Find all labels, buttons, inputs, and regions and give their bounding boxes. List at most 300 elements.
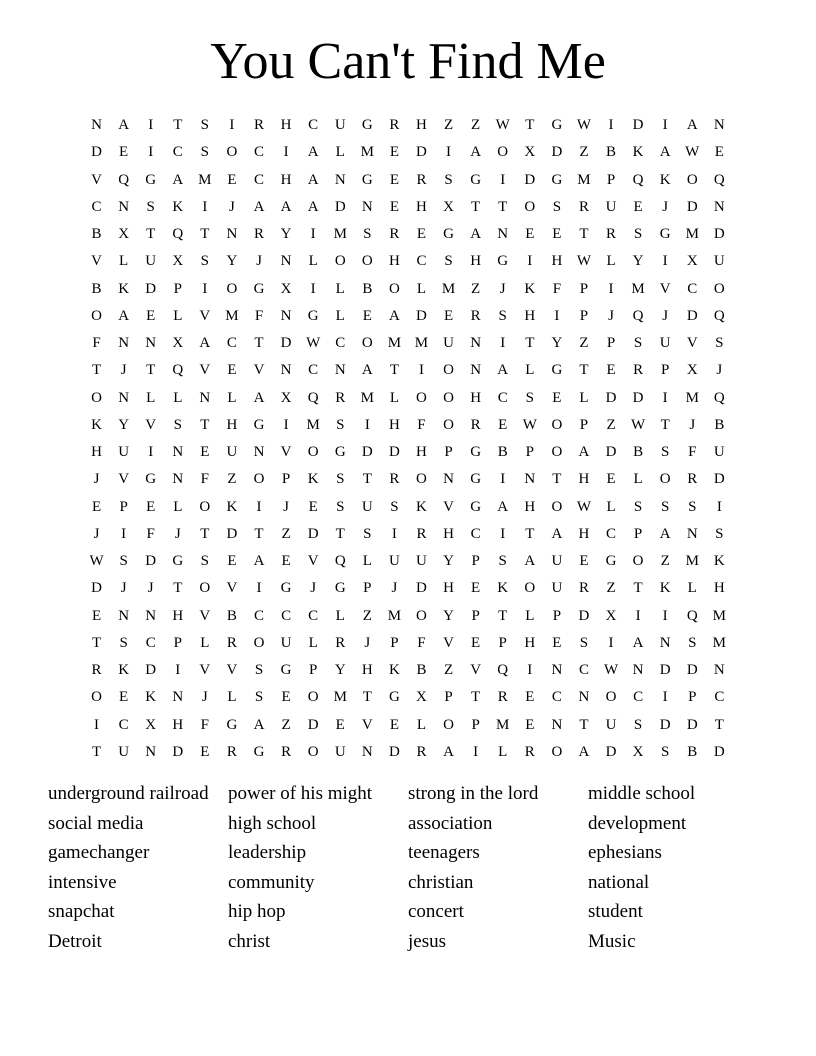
grid-letter[interactable]: H (578, 471, 590, 488)
grid-letter[interactable]: N (361, 198, 373, 215)
grid-letter[interactable]: U (280, 634, 292, 651)
grid-letter[interactable]: I (500, 471, 506, 488)
grid-letter[interactable]: S (633, 226, 643, 243)
grid-letter[interactable]: Y (334, 662, 346, 679)
grid-letter[interactable]: T (579, 362, 589, 379)
grid-letter[interactable]: R (389, 471, 400, 488)
grid-letter[interactable]: V (443, 498, 454, 515)
grid-letter[interactable]: N (199, 389, 211, 406)
grid-letter[interactable]: D (605, 444, 617, 461)
grid-letter[interactable]: D (145, 280, 157, 297)
grid-letter[interactable]: D (659, 662, 671, 679)
grid-letter[interactable]: Z (660, 553, 670, 570)
grid-letter[interactable]: L (173, 389, 183, 406)
grid-letter[interactable]: D (145, 662, 157, 679)
grid-letter[interactable]: I (256, 498, 262, 515)
grid-letter[interactable]: R (389, 226, 400, 243)
grid-letter[interactable]: Q (713, 389, 725, 406)
grid-letter[interactable]: P (579, 280, 589, 297)
grid-letter[interactable]: R (281, 743, 292, 760)
grid-letter[interactable]: V (686, 335, 698, 352)
grid-letter[interactable]: C (687, 280, 698, 297)
grid-letter[interactable]: U (416, 553, 427, 570)
grid-letter[interactable]: G (388, 689, 400, 706)
grid-letter[interactable]: H (91, 444, 102, 461)
grid-letter[interactable]: H (361, 662, 373, 679)
grid-letter[interactable]: S (119, 553, 128, 570)
grid-letter[interactable]: T (660, 416, 670, 433)
grid-letter[interactable]: E (91, 607, 102, 624)
grid-letter[interactable]: T (91, 362, 102, 379)
grid-letter[interactable]: S (498, 553, 507, 570)
grid-letter[interactable]: R (389, 117, 400, 134)
grid-letter[interactable]: R (497, 689, 508, 706)
grid-letter[interactable]: T (525, 117, 535, 134)
grid-letter[interactable]: U (361, 498, 373, 515)
grid-letter[interactable]: N (443, 471, 454, 488)
grid-letter[interactable]: A (686, 117, 698, 134)
grid-letter[interactable]: O (443, 416, 454, 433)
grid-letter[interactable]: L (335, 307, 345, 324)
grid-letter[interactable]: G (280, 662, 292, 679)
grid-letter[interactable]: K (226, 498, 238, 515)
grid-letter[interactable]: N (253, 444, 265, 461)
grid-letter[interactable]: M (496, 716, 510, 733)
grid-letter[interactable]: M (414, 335, 429, 352)
grid-letter[interactable]: E (227, 362, 237, 379)
grid-letter[interactable]: D (632, 117, 644, 134)
grid-letter[interactable]: H (443, 525, 454, 542)
grid-letter[interactable]: P (525, 444, 534, 461)
grid-letter[interactable]: Q (497, 662, 509, 679)
grid-letter[interactable]: O (199, 580, 211, 597)
grid-letter[interactable]: X (605, 607, 617, 624)
grid-letter[interactable]: O (416, 471, 427, 488)
grid-letter[interactable]: D (605, 389, 617, 406)
grid-letter[interactable]: T (362, 471, 372, 488)
grid-letter[interactable]: C (497, 389, 508, 406)
grid-letter[interactable]: O (361, 335, 373, 352)
grid-letter[interactable]: H (713, 580, 725, 597)
grid-letter[interactable]: O (307, 689, 319, 706)
grid-letter[interactable]: T (335, 525, 345, 542)
grid-letter[interactable]: G (334, 580, 346, 597)
grid-letter[interactable]: W (576, 253, 592, 270)
grid-letter[interactable]: H (388, 253, 400, 270)
grid-letter[interactable]: I (608, 634, 614, 651)
grid-letter[interactable]: M (333, 689, 347, 706)
grid-letter[interactable]: M (225, 307, 239, 324)
grid-letter[interactable]: V (470, 662, 482, 679)
grid-letter[interactable]: T (146, 226, 156, 243)
grid-letter[interactable]: M (387, 607, 402, 624)
grid-letter[interactable]: O (91, 689, 102, 706)
grid-letter[interactable]: V (118, 471, 130, 488)
grid-letter[interactable]: T (173, 580, 183, 597)
grid-letter[interactable]: Z (281, 716, 291, 733)
grid-letter[interactable]: X (145, 716, 157, 733)
grid-letter[interactable]: S (119, 634, 128, 651)
grid-letter[interactable]: I (364, 416, 370, 433)
grid-letter[interactable]: Q (632, 307, 644, 324)
grid-letter[interactable]: R (524, 743, 535, 760)
grid-letter[interactable]: E (606, 471, 616, 488)
grid-letter[interactable]: S (579, 634, 589, 651)
grid-letter[interactable]: H (172, 716, 184, 733)
grid-letter[interactable]: L (146, 389, 156, 406)
grid-letter[interactable]: O (388, 280, 400, 297)
grid-letter[interactable]: P (471, 716, 480, 733)
grid-letter[interactable]: E (471, 634, 481, 651)
grid-letter[interactable]: P (606, 171, 616, 188)
grid-letter[interactable]: S (715, 335, 724, 352)
grid-letter[interactable]: L (633, 471, 643, 488)
grid-letter[interactable]: Z (443, 662, 454, 679)
grid-letter[interactable]: D (91, 144, 102, 161)
grid-letter[interactable]: I (418, 362, 424, 379)
grid-letter[interactable]: A (280, 198, 292, 215)
grid-letter[interactable]: I (283, 416, 289, 433)
grid-letter[interactable]: S (200, 253, 210, 270)
grid-letter[interactable]: Z (579, 144, 589, 161)
grid-letter[interactable]: G (605, 553, 617, 570)
grid-letter[interactable]: R (335, 634, 346, 651)
grid-letter[interactable]: N (713, 662, 725, 679)
grid-letter[interactable]: D (416, 307, 427, 324)
grid-letter[interactable]: U (713, 444, 725, 461)
grid-letter[interactable]: X (632, 743, 644, 760)
grid-letter[interactable]: S (200, 117, 210, 134)
grid-letter[interactable]: H (280, 117, 292, 134)
grid-letter[interactable]: B (606, 144, 617, 161)
grid-letter[interactable]: T (471, 689, 481, 706)
grid-letter[interactable]: A (307, 198, 319, 215)
grid-letter[interactable]: A (497, 362, 509, 379)
grid-letter[interactable]: T (362, 689, 372, 706)
grid-letter[interactable]: H (551, 253, 563, 270)
grid-letter[interactable]: Q (118, 171, 130, 188)
grid-letter[interactable]: J (608, 307, 614, 324)
grid-letter[interactable]: Q (632, 171, 644, 188)
grid-letter[interactable]: G (551, 362, 563, 379)
grid-letter[interactable]: U (334, 117, 346, 134)
grid-letter[interactable]: X (118, 226, 130, 243)
grid-letter[interactable]: Y (632, 253, 644, 270)
grid-letter[interactable]: L (389, 389, 399, 406)
grid-letter[interactable]: A (470, 144, 482, 161)
grid-letter[interactable]: D (713, 226, 725, 243)
grid-letter[interactable]: N (280, 362, 292, 379)
grid-letter[interactable]: P (173, 280, 182, 297)
grid-letter[interactable]: L (525, 362, 535, 379)
grid-letter[interactable]: T (498, 198, 508, 215)
grid-letter[interactable]: T (91, 634, 102, 651)
grid-letter[interactable]: X (416, 689, 427, 706)
grid-letter[interactable]: L (227, 689, 237, 706)
grid-letter[interactable]: S (146, 198, 155, 215)
grid-letter[interactable]: G (361, 171, 373, 188)
grid-letter[interactable]: L (200, 634, 210, 651)
grid-letter[interactable]: T (200, 525, 210, 542)
grid-letter[interactable]: E (91, 498, 102, 515)
grid-letter[interactable]: S (661, 498, 670, 515)
grid-letter[interactable]: R (606, 226, 617, 243)
grid-letter[interactable]: J (310, 580, 317, 597)
grid-letter[interactable]: C (254, 607, 265, 624)
grid-letter[interactable]: S (363, 226, 372, 243)
grid-letter[interactable]: A (199, 335, 211, 352)
grid-letter[interactable]: J (229, 198, 235, 215)
grid-letter[interactable]: S (336, 416, 345, 433)
grid-letter[interactable]: U (659, 335, 671, 352)
grid-letter[interactable]: S (661, 444, 670, 461)
grid-letter[interactable]: L (335, 607, 345, 624)
grid-letter[interactable]: M (360, 389, 374, 406)
grid-letter[interactable]: G (334, 444, 346, 461)
grid-letter[interactable]: Q (172, 362, 184, 379)
grid-letter[interactable]: O (551, 498, 563, 515)
grid-letter[interactable]: L (335, 280, 345, 297)
grid-letter[interactable]: B (714, 416, 725, 433)
grid-letter[interactable]: N (632, 662, 644, 679)
grid-letter[interactable]: I (662, 607, 668, 624)
grid-letter[interactable]: S (200, 144, 210, 161)
grid-letter[interactable]: E (146, 498, 156, 515)
grid-letter[interactable]: A (172, 171, 184, 188)
grid-letter[interactable]: A (443, 743, 454, 760)
grid-letter[interactable]: T (200, 226, 210, 243)
grid-letter[interactable]: N (551, 716, 563, 733)
grid-letter[interactable]: E (525, 716, 535, 733)
grid-letter[interactable]: D (686, 198, 698, 215)
grid-letter[interactable]: R (633, 362, 644, 379)
grid-letter[interactable]: A (307, 171, 319, 188)
grid-letter[interactable]: R (226, 743, 237, 760)
grid-letter[interactable]: H (416, 117, 427, 134)
grid-letter[interactable]: C (226, 335, 237, 352)
grid-letter[interactable]: E (552, 389, 562, 406)
grid-letter[interactable]: M (360, 144, 374, 161)
grid-letter[interactable]: L (606, 253, 616, 270)
grid-letter[interactable]: E (281, 689, 291, 706)
grid-letter[interactable]: T (389, 362, 399, 379)
grid-letter[interactable]: S (688, 634, 697, 651)
grid-letter[interactable]: N (172, 444, 184, 461)
grid-letter[interactable]: H (226, 416, 238, 433)
grid-letter[interactable]: Y (280, 226, 292, 243)
grid-letter[interactable]: X (686, 362, 698, 379)
grid-letter[interactable]: N (118, 389, 130, 406)
grid-letter[interactable]: K (145, 689, 157, 706)
grid-letter[interactable]: R (470, 416, 481, 433)
grid-letter[interactable]: E (281, 553, 291, 570)
grid-letter[interactable]: U (334, 743, 346, 760)
grid-letter[interactable]: A (470, 226, 482, 243)
grid-letter[interactable]: N (334, 171, 346, 188)
grid-letter[interactable]: D (713, 743, 725, 760)
grid-letter[interactable]: P (444, 444, 453, 461)
grid-letter[interactable]: W (495, 117, 510, 134)
grid-letter[interactable]: T (471, 198, 481, 215)
grid-letter[interactable]: G (226, 716, 238, 733)
grid-letter[interactable]: O (497, 144, 509, 161)
grid-letter[interactable]: J (499, 280, 506, 297)
grid-letter[interactable]: T (254, 335, 264, 352)
grid-letter[interactable]: D (524, 171, 536, 188)
grid-letter[interactable]: E (362, 307, 372, 324)
grid-letter[interactable]: N (145, 743, 157, 760)
grid-letter[interactable]: I (256, 580, 262, 597)
grid-letter[interactable]: U (118, 743, 130, 760)
grid-letter[interactable]: X (280, 389, 292, 406)
grid-letter[interactable]: O (443, 716, 454, 733)
grid-letter[interactable]: S (254, 662, 264, 679)
grid-letter[interactable]: D (334, 198, 346, 215)
grid-letter[interactable]: P (579, 416, 589, 433)
grid-letter[interactable]: N (280, 307, 292, 324)
grid-letter[interactable]: P (390, 634, 399, 651)
grid-letter[interactable]: H (388, 416, 400, 433)
grid-letter[interactable]: R (578, 198, 589, 215)
grid-letter[interactable]: O (199, 498, 211, 515)
grid-letter[interactable]: U (713, 253, 725, 270)
grid-letter[interactable]: V (280, 444, 292, 461)
grid-letter[interactable]: B (633, 444, 644, 461)
grid-letter[interactable]: V (91, 253, 102, 270)
grid-letter[interactable]: S (633, 498, 643, 515)
grid-letter[interactable]: E (119, 689, 129, 706)
grid-letter[interactable]: N (686, 525, 698, 542)
grid-letter[interactable]: S (525, 389, 534, 406)
grid-letter[interactable]: G (172, 553, 184, 570)
grid-letter[interactable]: J (256, 253, 262, 270)
grid-letter[interactable]: H (578, 525, 590, 542)
grid-letter[interactable]: G (253, 416, 265, 433)
grid-letter[interactable]: M (306, 416, 320, 433)
grid-letter[interactable]: E (552, 226, 562, 243)
grid-letter[interactable]: N (145, 607, 157, 624)
grid-letter[interactable]: D (686, 662, 698, 679)
grid-letter[interactable]: O (91, 307, 102, 324)
grid-letter[interactable]: A (659, 525, 671, 542)
grid-letter[interactable]: N (280, 253, 292, 270)
grid-letter[interactable]: X (686, 253, 698, 270)
grid-letter[interactable]: O (605, 689, 617, 706)
grid-letter[interactable]: H (470, 389, 482, 406)
grid-letter[interactable]: O (226, 280, 238, 297)
grid-letter[interactable]: L (416, 716, 427, 733)
grid-letter[interactable]: L (606, 498, 616, 515)
grid-letter[interactable]: F (92, 335, 101, 352)
grid-letter[interactable]: E (146, 307, 156, 324)
grid-letter[interactable]: Z (281, 525, 291, 542)
grid-letter[interactable]: M (333, 226, 347, 243)
grid-letter[interactable]: A (497, 498, 509, 515)
grid-letter[interactable]: M (577, 171, 591, 188)
grid-letter[interactable]: C (254, 171, 265, 188)
grid-letter[interactable]: C (578, 662, 589, 679)
grid-letter[interactable]: D (551, 144, 563, 161)
grid-letter[interactable]: X (443, 198, 454, 215)
grid-letter[interactable]: S (552, 198, 562, 215)
grid-letter[interactable]: Z (471, 280, 481, 297)
grid-letter[interactable]: Q (307, 389, 319, 406)
grid-letter[interactable]: Z (606, 580, 616, 597)
grid-letter[interactable]: E (606, 362, 616, 379)
grid-letter[interactable]: A (551, 525, 563, 542)
grid-letter[interactable]: J (716, 362, 723, 379)
grid-letter[interactable]: W (631, 416, 646, 433)
grid-letter[interactable]: X (172, 335, 184, 352)
grid-letter[interactable]: I (94, 716, 100, 733)
grid-letter[interactable]: G (280, 580, 292, 597)
grid-letter[interactable]: I (310, 280, 316, 297)
grid-letter[interactable]: F (200, 716, 210, 733)
grid-letter[interactable]: I (608, 280, 614, 297)
grid-letter[interactable]: N (118, 335, 130, 352)
grid-letter[interactable]: A (578, 743, 590, 760)
grid-letter[interactable]: E (389, 198, 399, 215)
grid-letter[interactable]: V (199, 307, 211, 324)
grid-letter[interactable]: K (118, 280, 130, 297)
grid-letter[interactable]: W (522, 416, 537, 433)
grid-letter[interactable]: N (334, 362, 346, 379)
grid-letter[interactable]: G (659, 226, 671, 243)
grid-letter[interactable]: I (310, 226, 316, 243)
grid-letter[interactable]: D (713, 471, 725, 488)
grid-letter[interactable]: H (416, 444, 427, 461)
grid-letter[interactable]: A (659, 144, 671, 161)
grid-letter[interactable]: I (716, 498, 722, 515)
grid-letter[interactable]: F (552, 280, 562, 297)
grid-letter[interactable]: O (659, 471, 671, 488)
grid-letter[interactable]: I (635, 607, 641, 624)
grid-letter[interactable]: Y (551, 335, 563, 352)
grid-letter[interactable]: C (281, 607, 292, 624)
grid-letter[interactable]: C (308, 607, 319, 624)
grid-letter[interactable]: T (525, 335, 535, 352)
grid-letter[interactable]: Z (471, 117, 481, 134)
grid-letter[interactable]: J (391, 580, 398, 597)
grid-letter[interactable]: J (364, 634, 371, 651)
grid-letter[interactable]: R (578, 580, 589, 597)
grid-letter[interactable]: R (254, 226, 265, 243)
grid-letter[interactable]: R (335, 389, 346, 406)
grid-letter[interactable]: U (145, 253, 157, 270)
grid-letter[interactable]: L (525, 607, 535, 624)
grid-letter[interactable]: C (335, 335, 346, 352)
grid-letter[interactable]: V (226, 662, 238, 679)
grid-letter[interactable]: P (281, 471, 291, 488)
grid-letter[interactable]: S (498, 307, 507, 324)
grid-letter[interactable]: E (119, 144, 129, 161)
grid-letter[interactable]: I (148, 117, 154, 134)
grid-letter[interactable]: M (441, 280, 456, 297)
grid-letter[interactable]: O (632, 553, 644, 570)
grid-letter[interactable]: B (91, 280, 102, 297)
grid-letter[interactable]: D (605, 743, 617, 760)
grid-letter[interactable]: I (283, 144, 289, 161)
grid-letter[interactable]: S (363, 525, 372, 542)
grid-letter[interactable]: O (416, 607, 427, 624)
grid-letter[interactable]: M (631, 280, 645, 297)
grid-letter[interactable]: T (525, 525, 535, 542)
grid-letter[interactable]: U (443, 335, 454, 352)
grid-letter[interactable]: T (552, 471, 562, 488)
grid-letter[interactable]: V (199, 362, 211, 379)
grid-letter[interactable]: Q (686, 607, 698, 624)
grid-letter[interactable]: J (120, 362, 127, 379)
